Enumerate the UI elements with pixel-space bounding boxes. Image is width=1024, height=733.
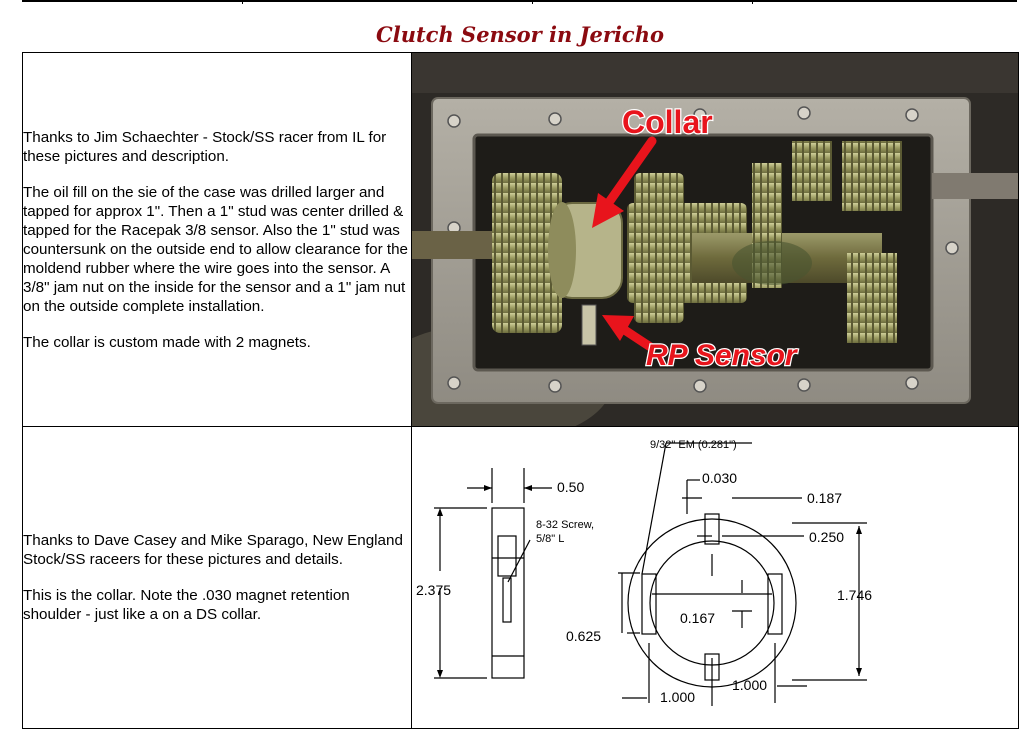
dim-1746: 1.746 bbox=[837, 586, 873, 603]
table-row bbox=[23, 427, 1019, 729]
paragraph: Thanks to Dave Casey and Mike Sparago, New England Stock/SS raceers for these pictures and details. bbox=[23, 532, 403, 568]
paragraph: The oil fill on the sie of the case was drilled larger and tapped for approx 1". Then a 1" stud was center drilled & tapped for the Racepak 3/8 sensor. Also the 1" stud was countersunk on the outside end to allow clearance for the moldend rubber where the wire goes into the sensor. A 3/8" jam nut on the inside for the sensor and a 1" jam nut on the outside complete installation. bbox=[23, 183, 408, 315]
transmission-photo-art bbox=[412, 53, 1018, 426]
description-cell bbox=[23, 53, 412, 427]
photo-cell bbox=[412, 53, 1019, 427]
em-label: 9/32" EM (0.281") bbox=[650, 438, 737, 451]
paragraph: The collar is custom made with 2 magnets. bbox=[23, 333, 311, 351]
collar-diagram-drawing bbox=[412, 428, 1018, 728]
collar-diagram bbox=[412, 428, 1018, 728]
dim-shoulder: 0.030 bbox=[702, 469, 738, 486]
dim-1000-left: 1.000 bbox=[660, 688, 696, 705]
screw-note-line1: 8-32 Screw, bbox=[536, 518, 595, 531]
content-table bbox=[22, 52, 1019, 729]
table-row bbox=[23, 53, 1019, 427]
dim-width: 0.50 bbox=[557, 478, 585, 495]
rp-sensor-label: RP Sensor bbox=[646, 339, 797, 372]
dim-625: 0.625 bbox=[566, 627, 602, 644]
dim-187: 0.187 bbox=[807, 489, 843, 506]
page-title: Clutch Sensor in Jericho bbox=[376, 22, 664, 47]
dim-250: 0.250 bbox=[809, 528, 845, 545]
transmission-photo bbox=[412, 53, 1018, 426]
top-rule bbox=[22, 0, 1017, 2]
screw-note-line2: 5/8" L bbox=[536, 532, 565, 545]
paragraph: This is the collar. Note the .030 magnet retention shoulder - just like a on a DS collar. bbox=[23, 587, 350, 623]
dim-height: 2.375 bbox=[416, 581, 452, 598]
dim-1000-right: 1.000 bbox=[732, 676, 768, 693]
description-cell bbox=[23, 427, 412, 729]
diagram-cell bbox=[412, 427, 1019, 729]
collar-label: Collar bbox=[622, 104, 713, 140]
paragraph: Thanks to Jim Schaechter - Stock/SS racer from IL for these pictures and description. bbox=[23, 128, 387, 165]
dim-167: 0.167 bbox=[680, 609, 716, 626]
